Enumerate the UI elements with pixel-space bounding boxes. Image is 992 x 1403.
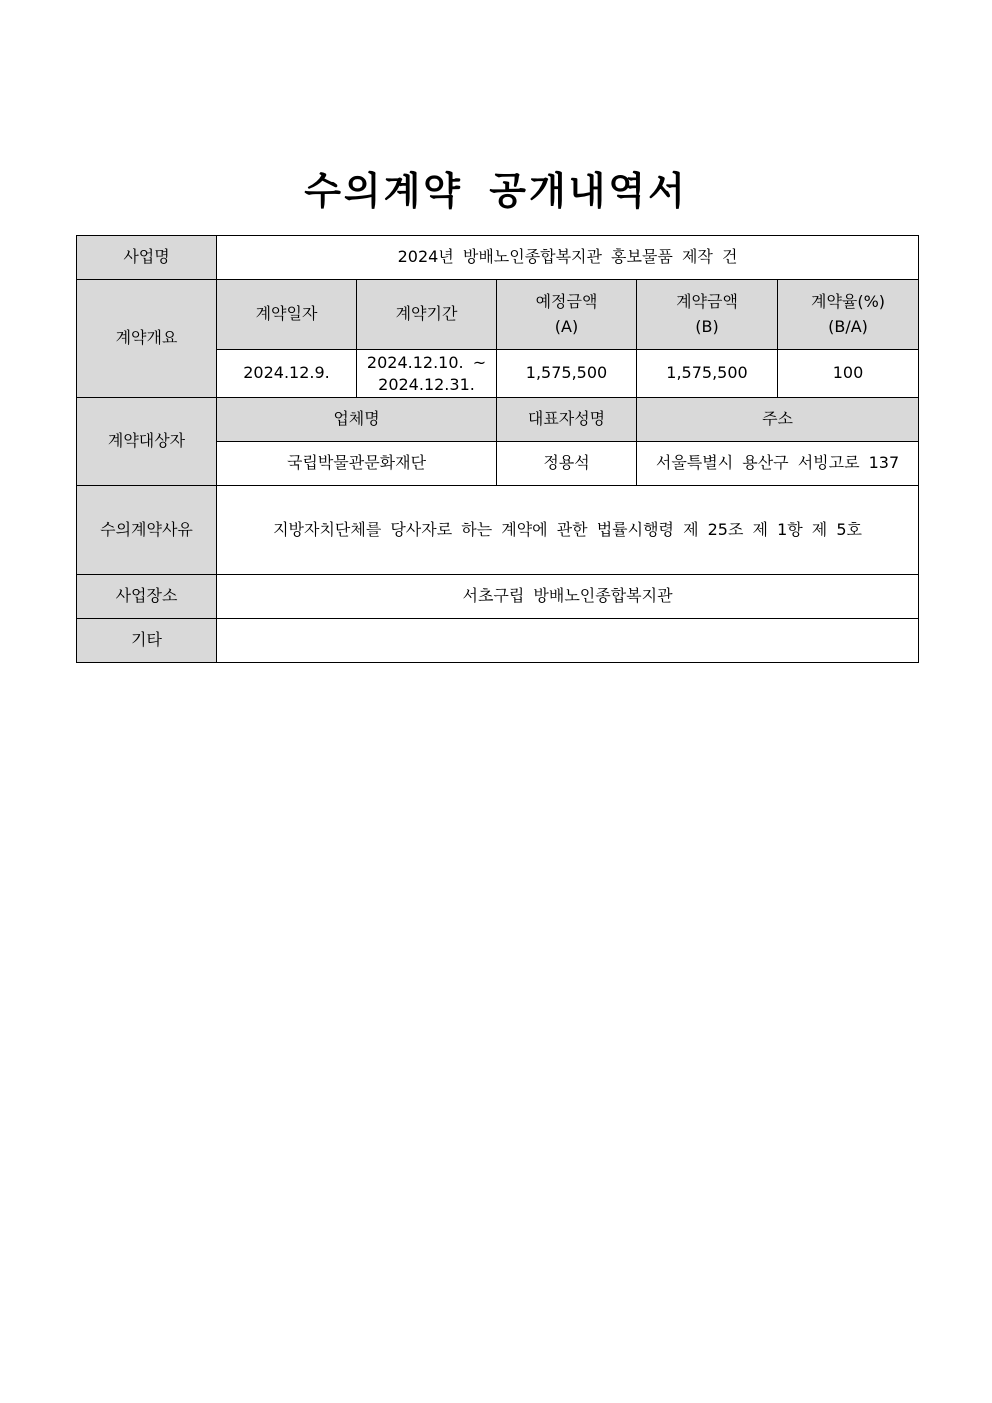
other-label: 기타	[77, 619, 217, 663]
project-location-label: 사업장소	[77, 575, 217, 619]
contract-date-header: 계약일자	[217, 280, 357, 350]
contract-date-value: 2024.12.9.	[217, 350, 357, 398]
contract-amount-header-label: 계약금액	[676, 291, 738, 311]
contract-period-value	[357, 350, 497, 398]
contract-period-end: 2024.12.31.	[378, 374, 475, 394]
address-header: 주소	[637, 398, 919, 442]
contract-rate-value: 100	[778, 350, 919, 398]
contract-period-start: 2024.12.10. ~	[366, 352, 487, 372]
representative-value: 정용석	[497, 442, 637, 486]
contract-rate-header-label: 계약율(%)	[810, 291, 886, 311]
contract-amount-value: 1,575,500	[637, 350, 778, 398]
reason-value: 지방자치단체를 당사자로 하는 계약에 관한 법률시행령 제 25조 제 1항 제 5호	[217, 486, 919, 575]
contract-period-header: 계약기간	[357, 280, 497, 350]
estimated-amount-value: 1,575,500	[497, 350, 637, 398]
contract-amount-header-sub: (B)	[695, 316, 719, 336]
project-name-row	[77, 236, 919, 280]
contract-overview-label: 계약개요	[77, 280, 217, 398]
contract-party-label: 계약대상자	[77, 398, 217, 486]
reason-row	[77, 486, 919, 575]
company-name-value: 국립박물관문화재단	[217, 442, 497, 486]
address-value: 서울특별시 용산구 서빙고로 137	[637, 442, 919, 486]
company-name-header: 업체명	[217, 398, 497, 442]
document-title: 수의계약 공개내역서	[304, 169, 688, 213]
contract-rate-header-sub: (B/A)	[828, 316, 868, 336]
representative-header: 대표자성명	[497, 398, 637, 442]
estimated-amount-header-label: 예정금액	[535, 291, 598, 311]
project-name-label: 사업명	[77, 236, 217, 280]
location-row	[77, 575, 919, 619]
project-name-value: 2024년 방배노인종합복지관 홍보물품 제작 건	[217, 236, 919, 280]
estimated-amount-header-sub: (A)	[554, 316, 579, 336]
disclosure-table	[76, 235, 919, 663]
project-location-value: 서초구립 방배노인종합복지관	[217, 575, 919, 619]
contract-rate-header	[778, 280, 919, 350]
party-header-row	[77, 398, 919, 442]
overview-header-row	[77, 280, 919, 350]
reason-label: 수의계약사유	[77, 486, 217, 575]
other-row	[77, 619, 919, 663]
other-value	[217, 619, 919, 663]
estimated-amount-header	[497, 280, 637, 350]
contract-amount-header	[637, 280, 778, 350]
